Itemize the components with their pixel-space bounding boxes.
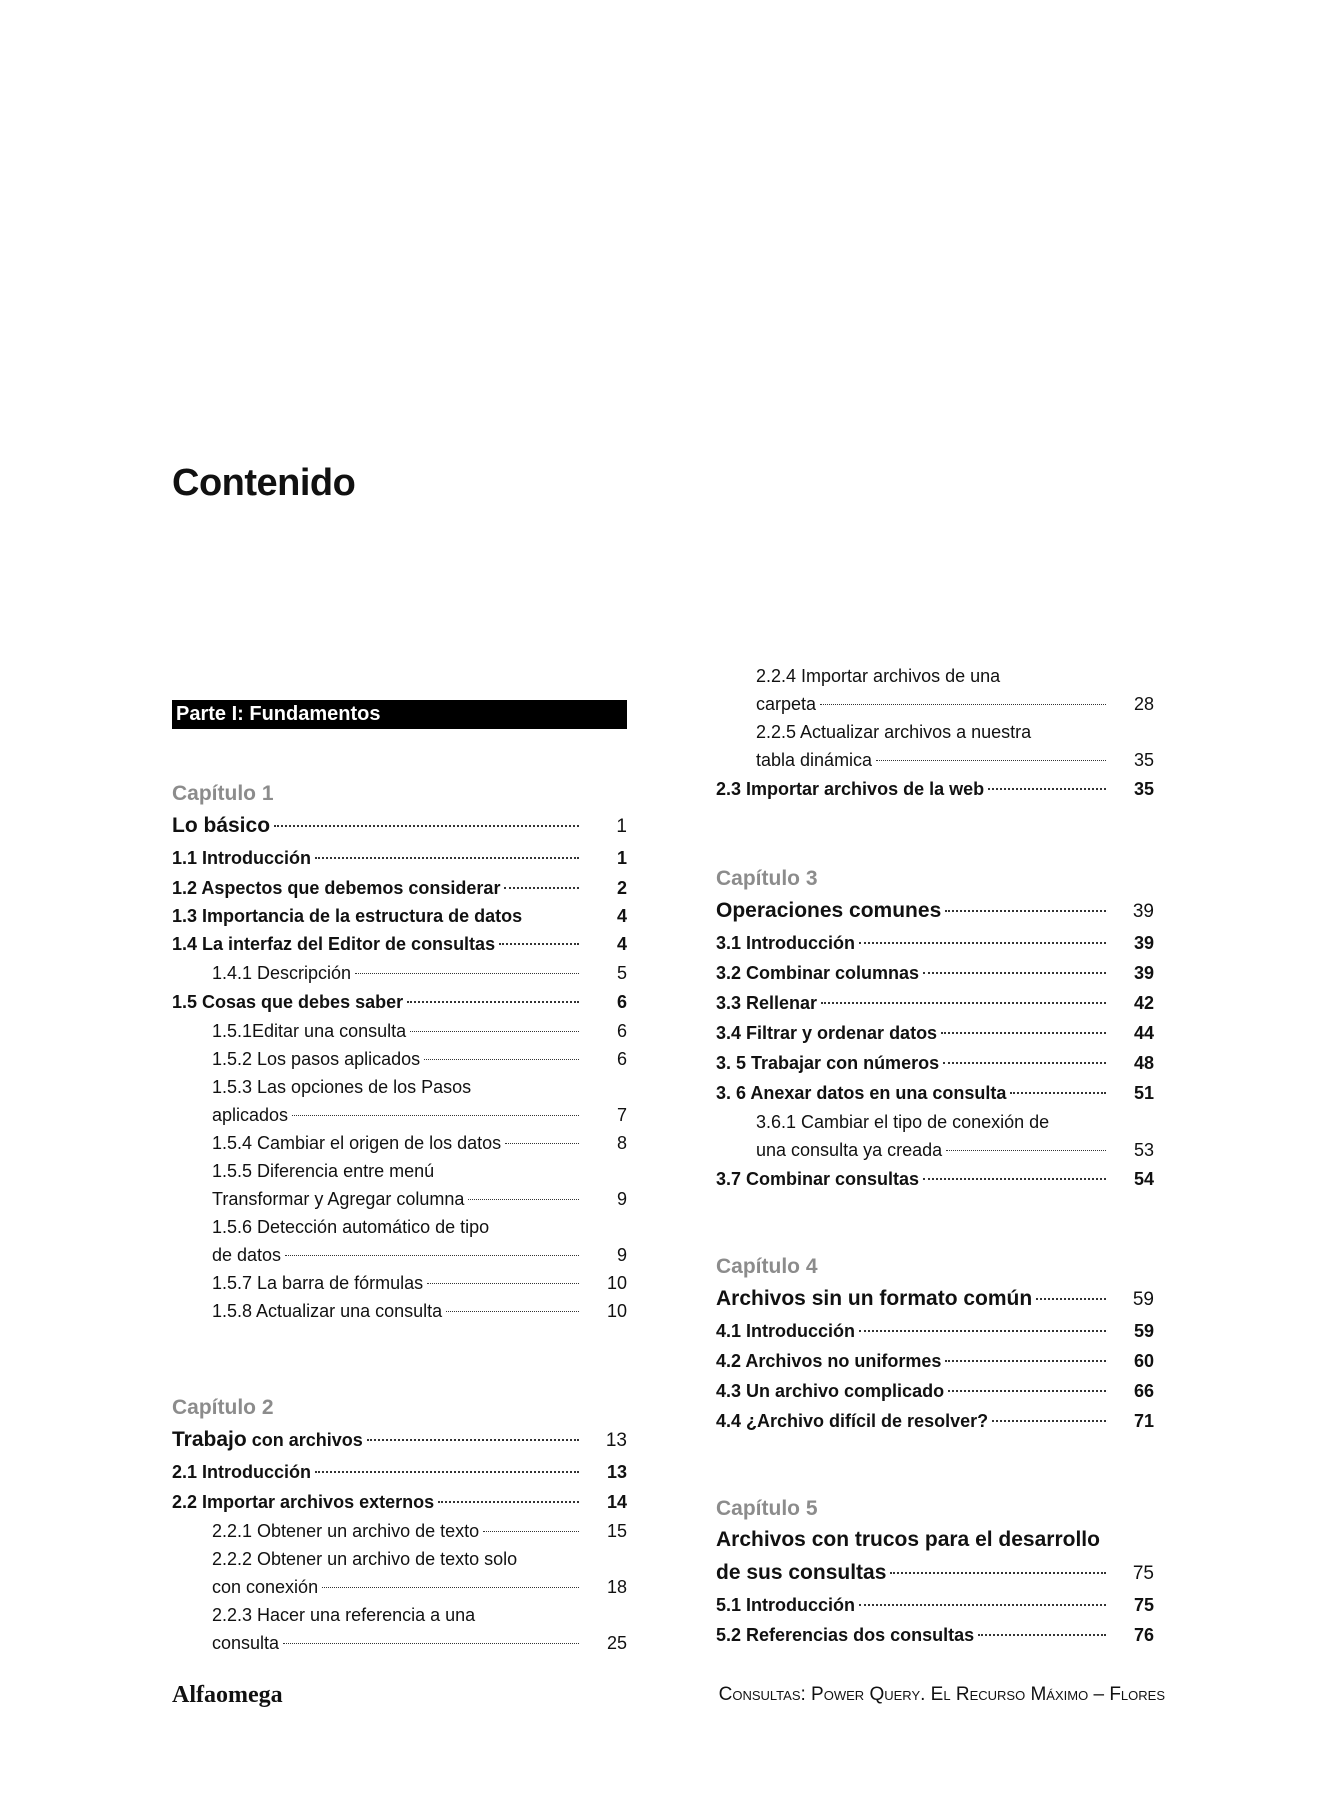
toc-entry-first-line: 2.2.2 Obtener un archivo de texto solo [212,1549,518,1569]
toc-section-entry[interactable] [172,987,627,1017]
toc-subsection-entry[interactable] [172,1517,627,1545]
toc-page-number: 13 [606,1462,627,1482]
toc-page-number: 44 [1133,1023,1154,1043]
toc-page-number: 35 [1133,750,1154,770]
dot-leader [292,1115,579,1116]
toc-page-number: 54 [1133,1169,1154,1189]
dot-leader [446,1311,579,1312]
toc-page-number: 4 [616,906,627,926]
toc-page-number: 28 [1133,694,1154,714]
toc-entry-first-line: 2.2.3 Hacer una referencia a una [212,1605,476,1625]
toc-entry-first-line: 3.6.1 Cambiar el tipo de conexión de [756,1112,1050,1132]
dot-leader [407,1001,579,1003]
toc-section-entry[interactable] [172,1487,627,1517]
toc-entry-title: 4.2 Archivos no uniformes [716,1351,942,1371]
dot-leader [859,1604,1106,1606]
dot-leader [283,1643,579,1644]
dot-leader [945,1360,1106,1362]
toc-section-entry[interactable] [716,1316,1154,1346]
dot-leader [499,943,579,945]
page-title: Contenido [172,462,356,504]
dot-leader [859,1330,1106,1332]
dot-leader [821,1002,1106,1004]
toc-entry-title: Lo básico [172,814,271,837]
toc-entry-title: Archivos sin un formato común [716,1287,1033,1310]
toc-entry-title: con conexión [212,1577,319,1597]
dot-leader [948,1390,1106,1392]
toc-entry-title: 1.4 La interfaz del Editor de consultas [172,934,496,954]
toc-subsection-entry[interactable] [716,690,1154,718]
toc-entry-title: 3.4 Filtrar y ordenar datos [716,1023,938,1043]
toc-entry-first-line: 1.5.6 Detección automático de tipo [212,1217,490,1237]
toc-section-entry[interactable] [172,1457,627,1487]
toc-entry-title: 1.4.1 Descripción [212,963,352,983]
dot-leader [483,1531,579,1532]
toc-page-number: 59 [1133,1321,1154,1341]
toc-subsection-entry[interactable] [172,1629,627,1657]
toc-entry-first-line: 1.5.3 Las opciones de los Pasos [212,1077,472,1097]
toc-entry-title: Transformar y Agregar columna [212,1189,465,1209]
dot-leader [820,704,1106,705]
toc-page-number: 6 [616,1021,627,1041]
dot-leader [468,1199,579,1200]
dot-leader [438,1501,579,1503]
chapter-label: Capítulo 5 [716,1497,818,1520]
toc-entry-title: 2.2.1 Obtener un archivo de texto [212,1521,480,1541]
toc-page-number: 9 [616,1189,627,1209]
toc-page-number: 4 [616,934,627,954]
toc-section-entry[interactable] [716,928,1154,958]
dot-leader [424,1059,579,1060]
toc-entry-title: 2.1 Introducción [172,1462,312,1482]
toc-entry-title: 4.1 Introducción [716,1321,856,1341]
toc-page-number: 14 [606,1492,627,1512]
toc-subsection-entry[interactable] [716,1136,1154,1164]
toc-page-number: 39 [1132,901,1154,922]
dot-leader [367,1439,579,1441]
dot-leader [945,910,1106,912]
toc-entry-title: 3. 6 Anexar datos en una consulta [716,1083,1007,1103]
toc-entry-title: 1.5.8 Actualizar una consulta [212,1301,443,1321]
toc-page-number: 75 [1133,1595,1154,1615]
toc-page-number: 9 [616,1245,627,1265]
chapter-label: Capítulo 2 [172,1396,274,1419]
dot-leader [946,1150,1106,1151]
toc-page-number: 53 [1133,1140,1154,1160]
dot-leader [988,788,1106,790]
toc-entry-title: carpeta [756,694,817,714]
toc-page-number: 1 [616,848,627,868]
toc-page-number: 39 [1133,963,1154,983]
part-heading: Parte I: Fundamentos [172,700,627,729]
toc-page-number: 6 [616,992,627,1012]
toc-section-entry[interactable] [172,903,627,929]
dot-leader [315,1471,579,1473]
toc-section-entry[interactable] [172,873,627,903]
toc-section-entry[interactable] [716,774,1154,804]
toc-section-entry[interactable] [172,929,627,959]
toc-entry-title: 5.1 Introducción [716,1595,856,1615]
toc-section-entry[interactable] [172,843,627,873]
toc-page-number: 18 [606,1577,627,1597]
toc-section-entry[interactable] [716,1048,1154,1078]
dot-leader [978,1634,1106,1636]
toc-page-number: 71 [1133,1411,1154,1431]
toc-page-number: 7 [616,1105,627,1125]
toc-entry-title: tabla dinámica [756,750,873,770]
toc-entry-title: 3.3 Rellenar [716,993,818,1013]
toc-entry-title: 3.2 Combinar columnas [716,963,920,983]
toc-entry-title: Trabajo [172,1428,247,1451]
toc-section-entry[interactable] [716,958,1154,988]
toc-page-number: 6 [616,1049,627,1069]
toc-entry-title: 2.3 Importar archivos de la web [716,779,985,799]
toc-entry-title: 1.2 Aspectos que debemos considerar [172,878,501,898]
footer-publisher: Alfaomega [172,1682,283,1708]
toc-page-number: 5 [616,963,627,983]
toc-entry-title: 1.5 Cosas que debes saber [172,992,404,1012]
toc-entry-title: aplicados [212,1105,289,1125]
toc-subsection-entry[interactable] [172,1101,627,1129]
toc-chapter-entry[interactable] [716,1282,1154,1316]
toc-subsection-entry[interactable] [172,1017,627,1045]
toc-chapter-first-line: Archivos con trucos para el desarrollo [716,1528,1100,1551]
toc-page-number: 39 [1133,933,1154,953]
toc-page-number: 48 [1133,1053,1154,1073]
toc-page-number: 35 [1133,779,1154,799]
toc-section-entry[interactable] [716,1406,1154,1436]
dot-leader [1036,1298,1106,1300]
toc-entry-title: 1.3 Importancia de la estructura de datos [172,906,523,926]
dot-leader [923,1178,1106,1180]
toc-entry-title: 1.5.1Editar una consulta [212,1021,407,1041]
dot-leader [992,1420,1106,1422]
dot-leader [859,942,1106,944]
toc-subsection-entry[interactable] [172,1241,627,1269]
toc-subsection-entry[interactable] [172,1573,627,1601]
toc-section-entry[interactable] [716,1346,1154,1376]
toc-entry-title: 3.7 Combinar consultas [716,1169,920,1189]
dot-leader [505,1143,579,1144]
toc-entry-title: 4.3 Un archivo complicado [716,1381,945,1401]
toc-page-number: 75 [1132,1563,1154,1584]
toc-page-number: 15 [606,1521,627,1541]
dot-leader [941,1032,1106,1034]
toc-entry-title: 1.1 Introducción [172,848,312,868]
toc-chapter-entry[interactable] [172,1423,627,1457]
toc-section-entry[interactable] [716,1078,1154,1108]
toc-entry-title: 1.5.2 Los pasos aplicados [212,1049,421,1069]
toc-page-number: 60 [1133,1351,1154,1371]
toc-entry-title: 3. 5 Trabajar con números [716,1053,940,1073]
toc-subsection-entry[interactable] [172,1185,627,1213]
toc-entry-title: de datos [212,1245,282,1265]
toc-left-column [172,700,627,1657]
footer-book-title: Consultas: Power Query. El Recurso Máximo – Flores [718,1684,1165,1705]
toc-entry-title: de sus consultas [716,1561,887,1584]
toc-subsection-entry[interactable] [716,746,1154,774]
toc-page-number: 2 [616,878,627,898]
chapter-label: Capítulo 4 [716,1255,818,1278]
dot-leader [315,857,579,859]
toc-entry-first-line: 2.2.4 Importar archivos de una [756,666,1001,686]
toc-page-number: 10 [606,1273,627,1293]
toc-entry-title: 2.2 Importar archivos externos [172,1492,435,1512]
chapter-label: Capítulo 3 [716,867,818,890]
toc-entry-first-line: 1.5.5 Diferencia entre menú [212,1161,435,1181]
chapter-label: Capítulo 1 [172,782,274,805]
dot-leader [876,760,1106,761]
toc-subsection-entry[interactable] [172,1297,627,1325]
toc-page-number: 8 [616,1133,627,1153]
dot-leader [943,1062,1106,1064]
toc-section-entry[interactable] [716,1590,1154,1620]
toc-entry-title: Operaciones comunes [716,899,942,922]
toc-entry-title: 3.1 Introducción [716,933,856,953]
toc-page-number: 42 [1133,993,1154,1013]
toc-subsection-entry[interactable] [172,1269,627,1297]
toc-chapter-entry[interactable] [172,809,627,843]
dot-leader [322,1587,579,1588]
toc-chapter-entry[interactable] [716,894,1154,928]
toc-page-number: 1 [616,816,627,837]
dot-leader [355,973,579,974]
toc-entry-first-line: 2.2.5 Actualizar archivos a nuestra [756,722,1032,742]
toc-entry-title-rest: con archivos [246,1430,363,1450]
toc-entry-title: 4.4 ¿Archivo difícil de resolver? [716,1411,989,1431]
dot-leader [923,972,1106,974]
toc-section-entry[interactable] [716,1018,1154,1048]
dot-leader [890,1572,1106,1574]
toc-page-number: 66 [1133,1381,1154,1401]
toc-section-entry[interactable] [716,1376,1154,1406]
toc-entry-title: 1.5.4 Cambiar el origen de los datos [212,1133,502,1153]
dot-leader [274,825,579,827]
toc-page-number: 25 [606,1633,627,1653]
toc-page-number: 59 [1132,1289,1154,1310]
toc-entry-title: 1.5.7 La barra de fórmulas [212,1273,424,1293]
toc-entry-title: consulta [212,1633,280,1653]
toc-entry-title: 5.2 Referencias dos consultas [716,1625,975,1645]
toc-subsection-entry[interactable] [172,959,627,987]
toc-page-number: 13 [605,1430,627,1451]
dot-leader [410,1031,579,1032]
toc-section-entry[interactable] [716,1164,1154,1194]
dot-leader [1010,1092,1106,1094]
toc-section-entry[interactable] [716,988,1154,1018]
toc-subsection-entry[interactable] [172,1045,627,1073]
toc-chapter-entry[interactable] [716,1556,1154,1590]
toc-subsection-entry[interactable] [172,1129,627,1157]
toc-page-number: 51 [1133,1083,1154,1103]
dot-leader [427,1283,579,1284]
toc-entry-title: una consulta ya creada [756,1140,943,1160]
dot-leader [285,1255,579,1256]
dot-leader [504,887,579,889]
toc-page-number: 76 [1133,1625,1154,1645]
toc-page-number: 10 [606,1301,627,1321]
toc-right-column [716,662,1154,1650]
toc-section-entry[interactable] [716,1620,1154,1650]
